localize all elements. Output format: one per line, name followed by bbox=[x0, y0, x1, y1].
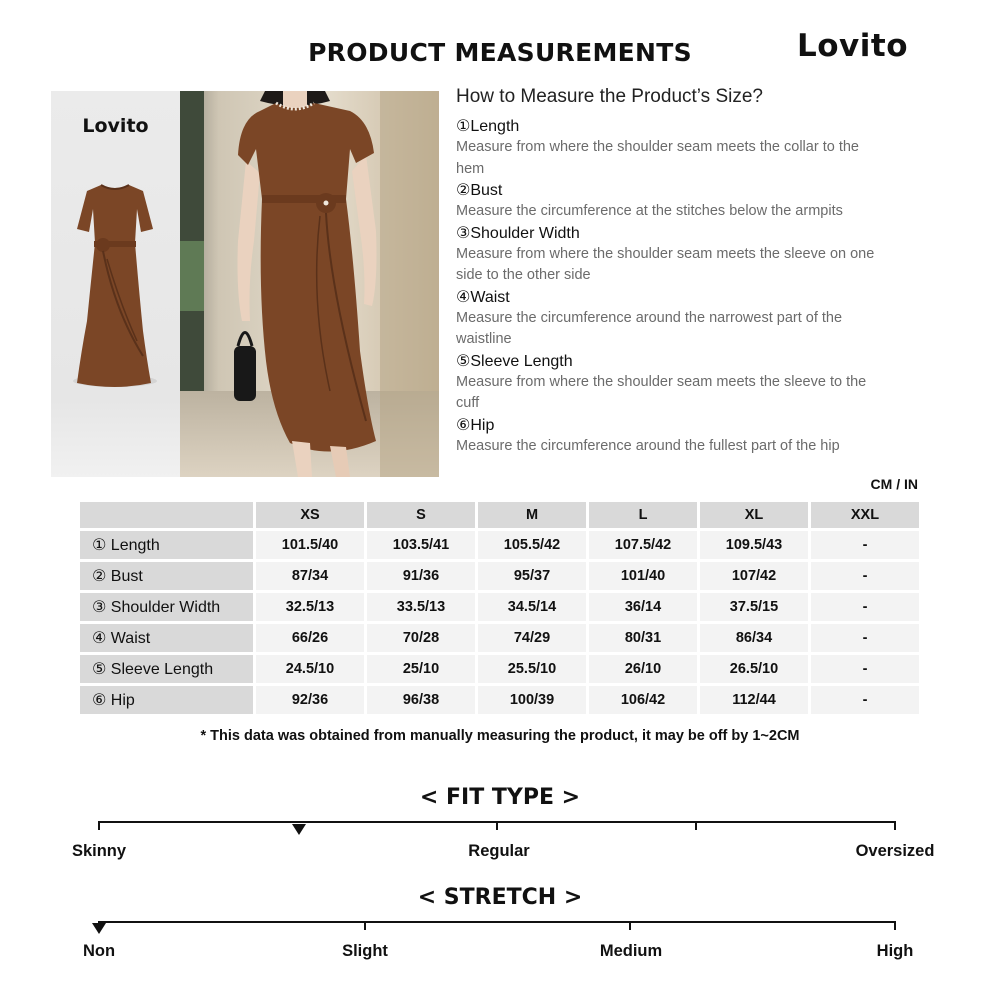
row-label: ⑥ Hip bbox=[80, 686, 253, 714]
column-header: M bbox=[478, 502, 586, 528]
stretch-tick bbox=[364, 921, 366, 930]
table-cell: - bbox=[811, 686, 919, 714]
stretch-scale bbox=[98, 921, 896, 923]
flat-lay-photo bbox=[51, 91, 180, 477]
measurement-note: * This data was obtained from manually measuring the product, it may be off by 1~2CM bbox=[200, 728, 800, 744]
step-name: ④Waist bbox=[456, 288, 510, 306]
fit-type-pointer-icon bbox=[292, 824, 306, 835]
fit-type-tick bbox=[695, 821, 697, 830]
table-cell: 101/40 bbox=[589, 562, 697, 590]
table-cell: 103.5/41 bbox=[367, 531, 475, 559]
model-photo bbox=[180, 91, 439, 477]
table-cell: 74/29 bbox=[478, 624, 586, 652]
page-title: PRODUCT MEASUREMENTS bbox=[308, 38, 692, 67]
table-cell: 24.5/10 bbox=[256, 655, 364, 683]
row-label: ② Bust bbox=[80, 562, 253, 590]
table-cell: 86/34 bbox=[700, 624, 808, 652]
table-cell: - bbox=[811, 655, 919, 683]
step-length bbox=[456, 117, 886, 180]
step-hip bbox=[456, 416, 886, 458]
table-cell: 32.5/13 bbox=[256, 593, 364, 621]
stretch-tick bbox=[629, 921, 631, 930]
column-header: XXL bbox=[811, 502, 919, 528]
step-description: Measure from where the shoulder seam meets the sleeve on one side to the other side bbox=[456, 245, 875, 283]
stretch-title: < STRETCH > bbox=[417, 885, 583, 910]
row-label: ③ Shoulder Width bbox=[80, 593, 253, 621]
step-name: ⑤Sleeve Length bbox=[456, 352, 573, 370]
table-cell: 26.5/10 bbox=[700, 655, 808, 683]
size-table bbox=[77, 499, 922, 717]
step-sleeve-length bbox=[456, 352, 886, 415]
table-row bbox=[80, 624, 919, 652]
stretch-label-medium: Medium bbox=[599, 942, 663, 960]
column-header: L bbox=[589, 502, 697, 528]
table-row bbox=[80, 593, 919, 621]
row-label: ④ Waist bbox=[80, 624, 253, 652]
table-cell: 36/14 bbox=[589, 593, 697, 621]
table-cell: - bbox=[811, 531, 919, 559]
table-cell: 100/39 bbox=[478, 686, 586, 714]
stretch-label-high: High bbox=[876, 942, 914, 960]
model-illustration bbox=[180, 91, 439, 477]
row-label: ① Length bbox=[80, 531, 253, 559]
step-description: Measure the circumference at the stitches below the armpits bbox=[456, 203, 843, 219]
column-header: XL bbox=[700, 502, 808, 528]
fit-type-label-oversized: Oversized bbox=[855, 842, 935, 860]
step-description: Measure from where the shoulder seam meets the collar to the hem bbox=[456, 139, 859, 177]
step-description: Measure the circumference around the narrowest part of the waistline bbox=[456, 309, 843, 347]
table-cell: 87/34 bbox=[256, 562, 364, 590]
fit-type-label-skinny: Skinny bbox=[71, 842, 127, 860]
fit-type-tick bbox=[496, 821, 498, 830]
table-cell: 66/26 bbox=[256, 624, 364, 652]
dress-flat-illustration bbox=[51, 91, 180, 477]
step-waist bbox=[456, 288, 886, 351]
table-cell: 80/31 bbox=[589, 624, 697, 652]
measure-guide-heading: How to Measure the Product’s Size? bbox=[456, 86, 763, 107]
step-name: ②Bust bbox=[456, 182, 503, 199]
table-cell: 70/28 bbox=[367, 624, 475, 652]
table-cell: - bbox=[811, 562, 919, 590]
table-cell: 107.5/42 bbox=[589, 531, 697, 559]
table-cell: 26/10 bbox=[589, 655, 697, 683]
flat-lay-brand: Lovito bbox=[82, 115, 149, 137]
table-cell: 92/36 bbox=[256, 686, 364, 714]
step-description: Measure from where the shoulder seam meets the sleeve to the cuff bbox=[456, 373, 867, 411]
table-cell: 106/42 bbox=[589, 686, 697, 714]
table-corner-cell bbox=[80, 502, 253, 528]
stretch-label-non: Non bbox=[82, 942, 116, 960]
table-cell: 37.5/15 bbox=[700, 593, 808, 621]
column-header: XS bbox=[256, 502, 364, 528]
measure-guide-steps bbox=[456, 116, 886, 457]
fit-type-title: < FIT TYPE > bbox=[419, 785, 581, 810]
unit-label: CM / IN bbox=[870, 476, 918, 492]
step-shoulder-width bbox=[456, 224, 886, 287]
table-row bbox=[80, 562, 919, 590]
table-cell: 96/38 bbox=[367, 686, 475, 714]
table-cell: 33.5/13 bbox=[367, 593, 475, 621]
table-row bbox=[80, 655, 919, 683]
product-photo-panel bbox=[51, 91, 439, 477]
stretch-label-slight: Slight bbox=[342, 942, 388, 960]
table-cell: 25.5/10 bbox=[478, 655, 586, 683]
table-cell: 25/10 bbox=[367, 655, 475, 683]
table-cell: 107/42 bbox=[700, 562, 808, 590]
table-cell: - bbox=[811, 593, 919, 621]
table-cell: 109.5/43 bbox=[700, 531, 808, 559]
row-label: ⑤ Sleeve Length bbox=[80, 655, 253, 683]
column-header: S bbox=[367, 502, 475, 528]
stretch-tick bbox=[894, 921, 896, 930]
table-cell: 91/36 bbox=[367, 562, 475, 590]
table-header-row bbox=[80, 502, 919, 528]
step-bust bbox=[456, 181, 886, 223]
table-cell: - bbox=[811, 624, 919, 652]
table-cell: 95/37 bbox=[478, 562, 586, 590]
stretch-pointer-icon bbox=[92, 923, 106, 934]
fit-type-label-regular: Regular bbox=[468, 842, 530, 860]
brand-logo: Lovito bbox=[796, 28, 908, 64]
step-name: ③Shoulder Width bbox=[456, 224, 580, 242]
table-cell: 101.5/40 bbox=[256, 531, 364, 559]
table-cell: 112/44 bbox=[700, 686, 808, 714]
table-row bbox=[80, 531, 919, 559]
fit-type-tick bbox=[894, 821, 896, 830]
step-description: Measure the circumference around the fullest part of the hip bbox=[456, 437, 840, 454]
step-name: ①Length bbox=[456, 118, 520, 135]
table-row bbox=[80, 686, 919, 714]
step-name: ⑥Hip bbox=[456, 416, 495, 434]
table-cell: 105.5/42 bbox=[478, 531, 586, 559]
fit-type-tick bbox=[98, 821, 100, 830]
table-cell: 34.5/14 bbox=[478, 593, 586, 621]
